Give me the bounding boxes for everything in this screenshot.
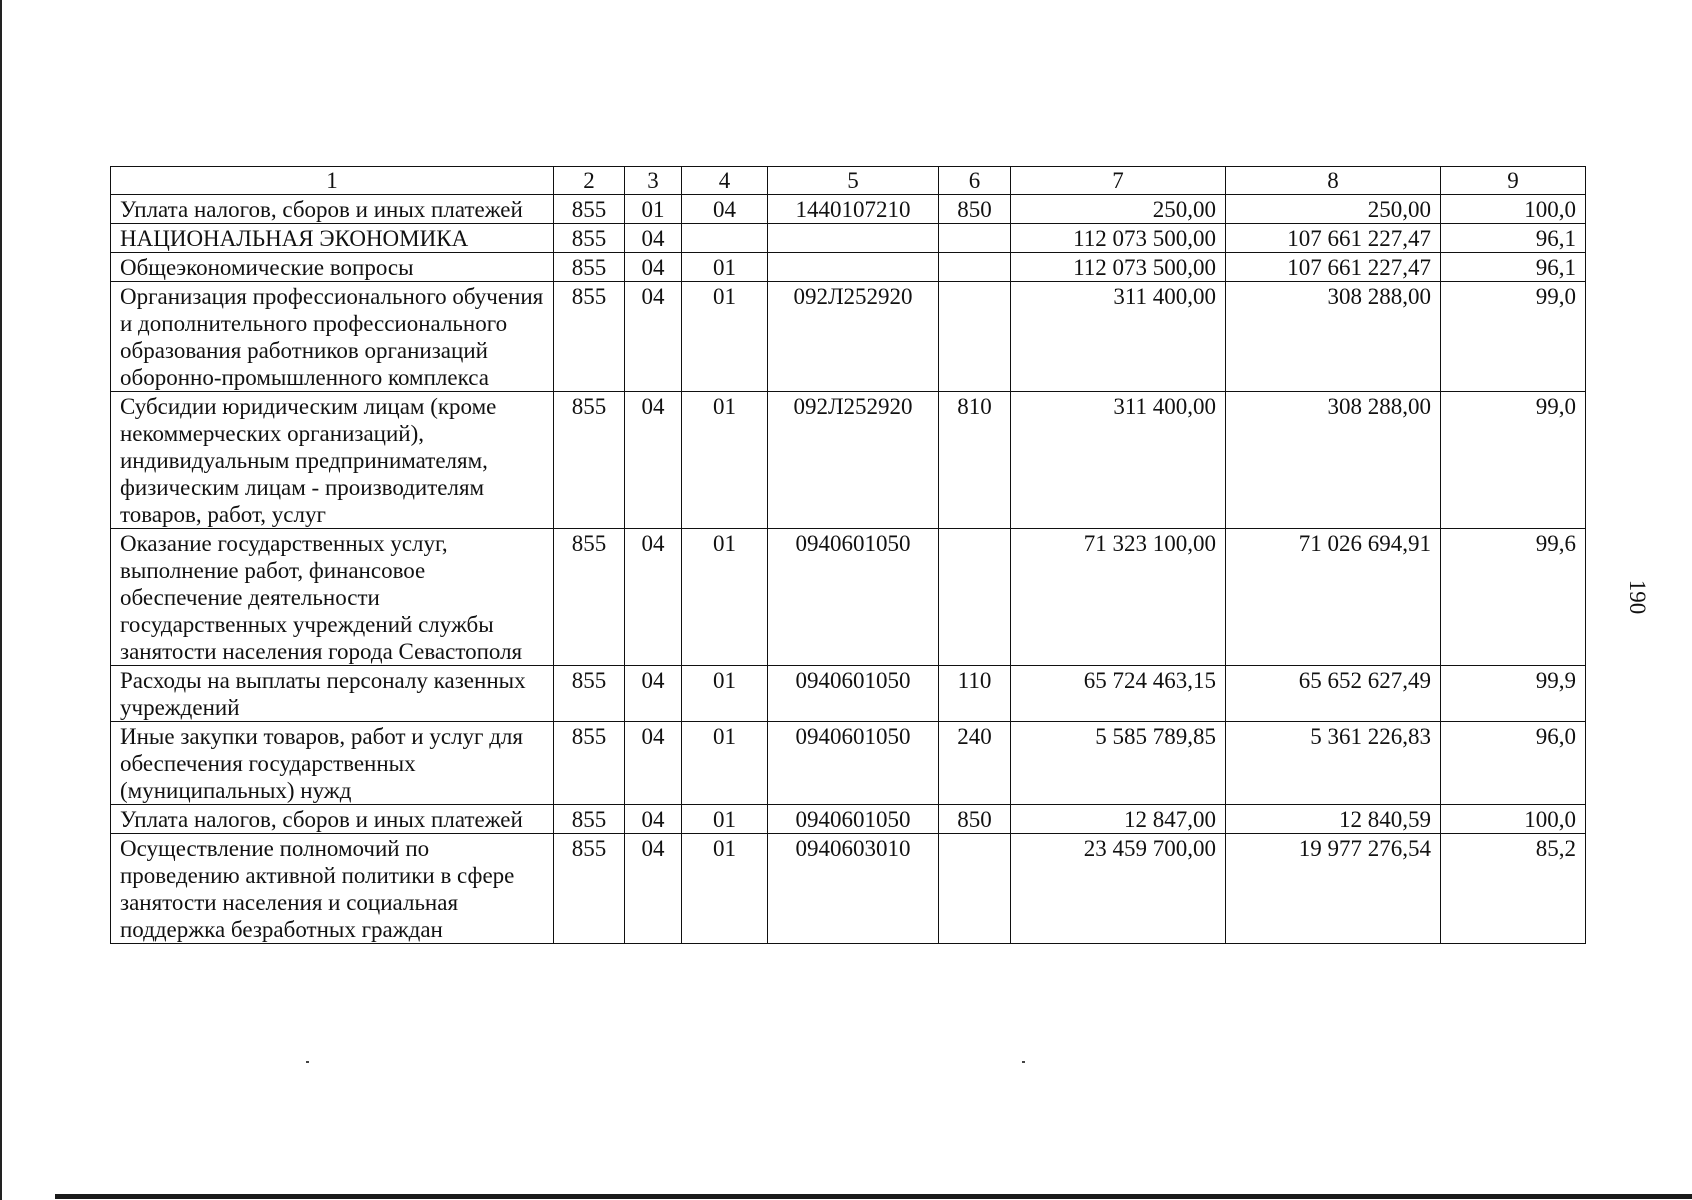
cell-expense-type: 850 [939,195,1011,224]
cell-target-article: 092Л252920 [768,392,939,529]
cell-executed-amount: 107 661 227,47 [1226,253,1441,282]
column-header: 8 [1226,167,1441,195]
column-header: 9 [1441,167,1586,195]
cell-ministry-code: 855 [554,529,625,666]
cell-ministry-code: 855 [554,666,625,722]
cell-executed-amount: 308 288,00 [1226,282,1441,392]
row-description: Общеэкономические вопросы [111,253,554,282]
table-row [111,253,1586,282]
cell-planned-amount: 65 724 463,15 [1011,666,1226,722]
row-description: Организация профессионального обучения и дополнительного профессионального образования работников организаций оборонно-промышленного комплекса [111,282,554,392]
cell-execution-percent: 96,0 [1441,722,1586,805]
cell-subsection: 01 [682,282,768,392]
cell-executed-amount: 250,00 [1226,195,1441,224]
cell-subsection: 01 [682,529,768,666]
cell-execution-percent: 96,1 [1441,224,1586,253]
cell-subsection: 01 [682,253,768,282]
table-row [111,722,1586,805]
page-number: 190 [1625,579,1650,615]
scan-border-left [0,0,2,1200]
cell-target-article: 0940601050 [768,529,939,666]
cell-target-article: 092Л252920 [768,282,939,392]
cell-expense-type: 240 [939,722,1011,805]
cell-expense-type [939,253,1011,282]
cell-ministry-code: 855 [554,224,625,253]
cell-ministry-code: 855 [554,195,625,224]
cell-target-article [768,224,939,253]
cell-planned-amount: 12 847,00 [1011,805,1226,834]
cell-expense-type: 850 [939,805,1011,834]
cell-planned-amount: 250,00 [1011,195,1226,224]
row-description: Уплата налогов, сборов и иных платежей [111,805,554,834]
scan-border-bottom [55,1194,1692,1199]
table-row [111,195,1586,224]
cell-section: 04 [625,253,682,282]
table-row [111,224,1586,253]
column-header: 5 [768,167,939,195]
cell-section: 04 [625,666,682,722]
cell-expense-type: 110 [939,666,1011,722]
cell-subsection: 01 [682,834,768,944]
cell-target-article: 0940601050 [768,722,939,805]
scan-speck [1022,1061,1025,1063]
cell-target-article: 0940601050 [768,666,939,722]
cell-section: 04 [625,282,682,392]
cell-execution-percent: 99,0 [1441,392,1586,529]
cell-planned-amount: 112 073 500,00 [1011,224,1226,253]
cell-planned-amount: 112 073 500,00 [1011,253,1226,282]
cell-planned-amount: 5 585 789,85 [1011,722,1226,805]
cell-executed-amount: 5 361 226,83 [1226,722,1441,805]
row-description: Иные закупки товаров, работ и услуг для обеспечения государственных (муниципальных) нужд [111,722,554,805]
cell-execution-percent: 99,6 [1441,529,1586,666]
cell-section: 04 [625,805,682,834]
cell-section: 04 [625,392,682,529]
row-description: Расходы на выплаты персоналу казенных учреждений [111,666,554,722]
cell-ministry-code: 855 [554,392,625,529]
row-description: Уплата налогов, сборов и иных платежей [111,195,554,224]
cell-ministry-code: 855 [554,805,625,834]
cell-section: 04 [625,529,682,666]
cell-section: 04 [625,722,682,805]
cell-subsection: 01 [682,805,768,834]
cell-target-article: 0940601050 [768,805,939,834]
cell-execution-percent: 100,0 [1441,805,1586,834]
cell-subsection: 01 [682,392,768,529]
cell-executed-amount: 308 288,00 [1226,392,1441,529]
table-row [111,834,1586,944]
cell-ministry-code: 855 [554,834,625,944]
cell-expense-type [939,834,1011,944]
cell-executed-amount: 19 977 276,54 [1226,834,1441,944]
cell-planned-amount: 23 459 700,00 [1011,834,1226,944]
cell-ministry-code: 855 [554,253,625,282]
cell-section: 04 [625,834,682,944]
row-description: Субсидии юридическим лицам (кроме некоммерческих организаций), индивидуальным предпринимателям, физическим лицам - производителям товаров, работ, услуг [111,392,554,529]
header-row [111,167,1586,195]
cell-expense-type [939,529,1011,666]
column-header: 7 [1011,167,1226,195]
cell-subsection [682,224,768,253]
table-row [111,529,1586,666]
cell-execution-percent: 96,1 [1441,253,1586,282]
cell-ministry-code: 855 [554,722,625,805]
cell-target-article: 0940603010 [768,834,939,944]
column-header: 1 [111,167,554,195]
cell-planned-amount: 71 323 100,00 [1011,529,1226,666]
cell-target-article [768,253,939,282]
cell-section: 01 [625,195,682,224]
table-row [111,805,1586,834]
cell-ministry-code: 855 [554,282,625,392]
budget-table [110,166,1586,944]
cell-executed-amount: 107 661 227,47 [1226,224,1441,253]
column-header: 6 [939,167,1011,195]
table-row [111,282,1586,392]
cell-planned-amount: 311 400,00 [1011,392,1226,529]
cell-target-article: 1440107210 [768,195,939,224]
cell-expense-type [939,282,1011,392]
cell-executed-amount: 71 026 694,91 [1226,529,1441,666]
cell-execution-percent: 99,0 [1441,282,1586,392]
row-description: Осуществление полномочий по проведению активной политики в сфере занятости населения и социальная поддержка безработных граждан [111,834,554,944]
cell-planned-amount: 311 400,00 [1011,282,1226,392]
column-header: 4 [682,167,768,195]
cell-subsection: 01 [682,666,768,722]
column-header: 3 [625,167,682,195]
cell-executed-amount: 12 840,59 [1226,805,1441,834]
row-description: НАЦИОНАЛЬНАЯ ЭКОНОМИКА [111,224,554,253]
cell-execution-percent: 99,9 [1441,666,1586,722]
cell-section: 04 [625,224,682,253]
cell-subsection: 04 [682,195,768,224]
cell-subsection: 01 [682,722,768,805]
cell-expense-type [939,224,1011,253]
row-description: Оказание государственных услуг, выполнение работ, финансовое обеспечение деятельности государственных учреждений службы занятости населения города Севастополя [111,529,554,666]
column-header: 2 [554,167,625,195]
table-row [111,666,1586,722]
cell-executed-amount: 65 652 627,49 [1226,666,1441,722]
cell-execution-percent: 100,0 [1441,195,1586,224]
scan-speck [306,1061,309,1063]
cell-execution-percent: 85,2 [1441,834,1586,944]
cell-expense-type: 810 [939,392,1011,529]
table-row [111,392,1586,529]
